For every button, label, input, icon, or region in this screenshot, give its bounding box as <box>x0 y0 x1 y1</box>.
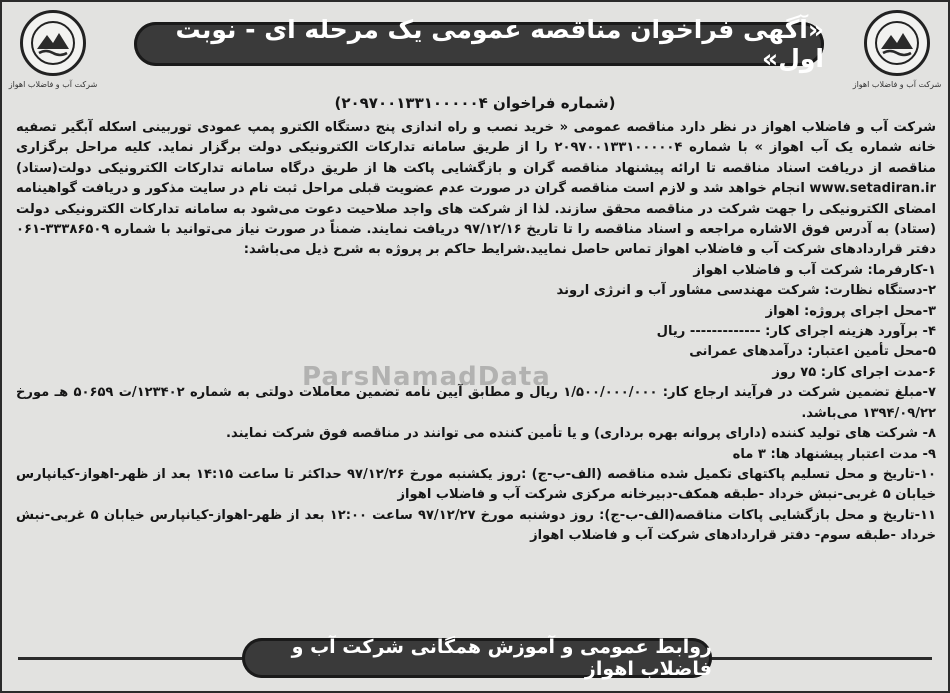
company-logo-right <box>864 10 930 76</box>
list-item: ۸- شرکت های تولید کننده (دارای پروانه بهره برداری) و یا تأمین کننده می توانند در مناقصه فوق شرکت نمایند. <box>226 426 936 442</box>
list-item: ۴- برآورد هزینه اجرای کار: ------------- ریال <box>656 324 936 340</box>
logo-caption-left: شرکت آب و فاضلاب اهواز <box>8 80 98 89</box>
water-drop-logo-icon <box>873 19 921 67</box>
notice-body <box>16 118 936 547</box>
watermark: ParsNamadData <box>302 362 551 392</box>
list-item: ۱۰-تاریخ و محل تسلیم پاکتهای تکمیل شده مناقصه (الف-ب-ج) :روز یکشنبه مورخ ۹۷/۱۲/۲۶ حداکثر تا ساعت ۱۴:۱۵ بعد از ظهر-اهواز-کیانپارس خیابان ۵ غربی-نبش خرداد -طبقه همکف-دبیرخانه مرکزی شرکت آب و فاضلاب اهواز <box>16 466 936 503</box>
tender-reference-number: (شماره فراخوان ۲۰۹۷۰۰۱۳۳۱۰۰۰۰۰۴) <box>334 94 616 112</box>
footer-banner: روابط عمومی و آموزش همگانی شرکت آب و فاضلاب اهواز <box>242 638 712 678</box>
conditions-list <box>16 261 936 547</box>
list-item: ۱۱-تاریخ و محل بازگشایی پاکات مناقصه(الف-ب-ج): روز دوشنبه مورخ ۹۷/۱۲/۲۷ ساعت ۱۲:۰۰ بعد از ظهر-اهواز-کیانپارس خیابان ۵ غربی-نبش خرداد -طبقه سوم- دفتر قراردادهای شرکت آب و فاضلاب اهواز <box>16 507 936 544</box>
list-item: ۵-محل تأمین اعتبار: درآمدهای عمرانی <box>689 344 936 360</box>
list-item: ۱-کارفرما: شرکت آب و فاضلاب اهواز <box>693 262 936 278</box>
page-title: «آگهی فراخوان مناقصه عمومی یک مرحله ای - نوبت اول» <box>134 22 824 66</box>
logo-caption-right: شرکت آب و فاضلاب اهواز <box>852 80 942 89</box>
water-drop-logo-icon <box>29 19 77 67</box>
intro-paragraph: شرکت آب و فاضلاب اهواز در نظر دارد مناقصه عمومی « خرید نصب و راه اندازی پنج دستگاه الکترو پمپ عمودی توربینی اسکله آبگیر تصفیه خانه شماره یک آب اهواز » با شماره ۲۰۹۷۰۰۱۳۳۱۰۰۰۰۰۴ را از طریق سامانه تدارکات الکترونیکی دولت برگزار نماید. کلیه مراحل برگزاری مناقصه از دریافت اسناد مناقصه تا ارائه پیشنهاد مناقصه گران و بازگشایی پاکت ها از طریق درگاه سامانه تدارکات الکترونیکی دولت(ستاد) www.setadiran.ir انجام خواهد شد و لازم است مناقصه گران در صورت عدم عضویت قبلی مراحل ثبت نام در سایت مذکور و دریافت گواهینامه امضای الکترونیکی را جهت شرکت در مناقصه محقق سازند. لذا از شرکت های واجد صلاحیت دعوت می‌شود به سامانه تدارکات الکترونیکی دولت (ستاد) به آدرس فوق الاشاره مراجعه و اسناد مناقصه را تا تاریخ ۹۷/۱۲/۱۶ دریافت نمایند. ضمناً در صورت نیاز می‌توانید با شماره ۳۳۳۸۶۵۰۹-۰۶۱ دفتر قراردادهای شرکت آب و فاضلاب اهواز تماس حاصل نمایید.شرایط حاکم بر پروژه به شرح ذیل می‌باشد: <box>16 120 937 258</box>
company-logo-left <box>20 10 86 76</box>
list-item: ۶-مدت اجرای کار: ۷۵ روز <box>772 364 936 380</box>
list-item: ۲-دستگاه نظارت: شرکت مهندسی مشاور آب و انرژی اروند <box>556 283 936 299</box>
list-item: ۷-مبلغ تضمین شرکت در فرآیند ارجاع کار: ۱/۵۰۰/۰۰۰/۰۰۰ ریال و مطابق آیین نامه تضمین معاملات دولتی به شماره ۱۲۳۴۰۲/ت ۵۰۶۵۹ هـ مورخ ۱۳۹۴/۰۹/۲۲ می‌باشد. <box>16 385 936 421</box>
list-item: ۹- مدت اعتبار پیشنهاد ها: ۳ ماه <box>732 446 936 462</box>
list-item: ۳-محل اجرای پروژه: اهواز <box>765 303 936 319</box>
